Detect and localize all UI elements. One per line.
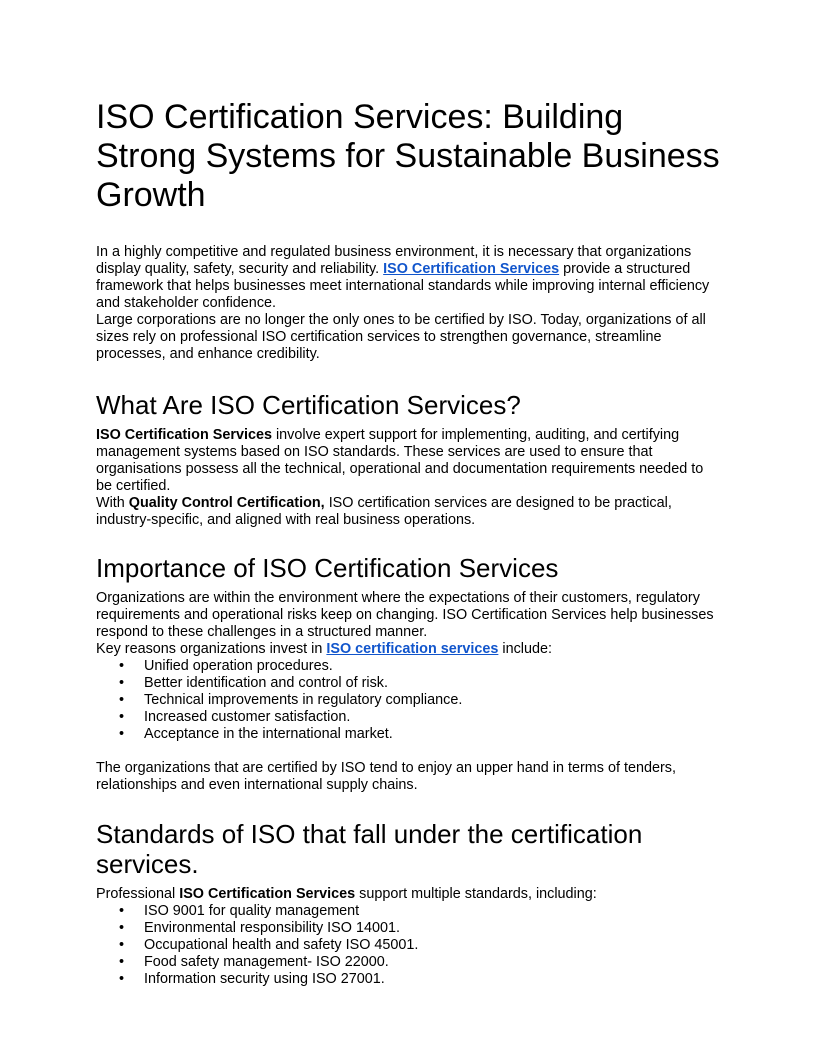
intro-paragraph-2: Large corporations are no longer the only ones to be certified by ISO. Today, organizations of all sizes rely on professional ISO certification services to strengthen governance, streamline processes, and enhance credibility. bbox=[96, 312, 706, 362]
importance-paragraph-1: Organizations are within the environment where the expectations of their customers, regulatory requirements and operational risks keep on changing. ISO Certification Services help businesses respond to these challenges in a structured manner. bbox=[96, 590, 714, 640]
importance-heading: Importance of ISO Certification Services bbox=[96, 553, 559, 583]
list-item: • Better identification and control of risk. bbox=[119, 675, 388, 691]
standards-heading: Standards of ISO that fall under the certification services. bbox=[96, 819, 643, 879]
what-section bbox=[96, 390, 720, 529]
list-item: • ISO 9001 for quality management bbox=[119, 903, 360, 919]
what-paragraph-2: With Quality Control Certification, ISO certification services are designed to be practical, industry-specific, and aligned with real business operations. bbox=[96, 495, 672, 528]
list-item: • Food safety management- ISO 22000. bbox=[119, 954, 389, 970]
spacer bbox=[96, 743, 720, 760]
importance-section bbox=[96, 553, 720, 794]
intro-section bbox=[96, 244, 720, 363]
importance-paragraph-3: The organizations that are certified by ISO tend to enjoy an upper hand in terms of tenders, relationships and even international supply chains. bbox=[96, 760, 676, 793]
list-item: • Occupational health and safety ISO 45001. bbox=[119, 937, 419, 953]
what-heading: What Are ISO Certification Services? bbox=[96, 390, 521, 420]
standards-bullet-list bbox=[96, 903, 720, 988]
page-title: ISO Certification Services: Building Strong Systems for Sustainable Business Growth bbox=[96, 98, 720, 214]
list-item: • Technical improvements in regulatory compliance. bbox=[119, 692, 463, 708]
iso-certification-services-link-2[interactable]: ISO certification services bbox=[326, 641, 499, 657]
standards-section bbox=[96, 819, 720, 988]
iso-certification-services-link[interactable]: ISO Certification Services bbox=[383, 261, 560, 277]
standards-paragraph-1: Professional ISO Certification Services support multiple standards, including: bbox=[96, 886, 597, 902]
document-body bbox=[96, 98, 720, 988]
list-item: • Acceptance in the international market. bbox=[119, 726, 393, 742]
list-item: • Increased customer satisfaction. bbox=[119, 709, 351, 725]
intro-paragraph-1: In a highly competitive and regulated business environment, it is necessary that organizations display quality, safety, security and reliability. ISO Certification Services provide a structured framework that helps businesses meet international standards while improving internal efficiency and stakeholder confidence. bbox=[96, 244, 710, 311]
importance-paragraph-2: Key reasons organizations invest in ISO certification services include: bbox=[96, 641, 552, 657]
list-item: • Information security using ISO 27001. bbox=[119, 971, 385, 987]
importance-bullet-list bbox=[96, 658, 720, 743]
list-item: • Unified operation procedures. bbox=[119, 658, 333, 674]
what-paragraph-1: ISO Certification Services involve expert support for implementing, auditing, and certifying management systems based on ISO standards. These services are used to ensure that organisations possess all the technical, operational and documentation requirements needed to be certified. bbox=[96, 427, 704, 494]
list-item: • Environmental responsibility ISO 14001. bbox=[119, 920, 400, 936]
